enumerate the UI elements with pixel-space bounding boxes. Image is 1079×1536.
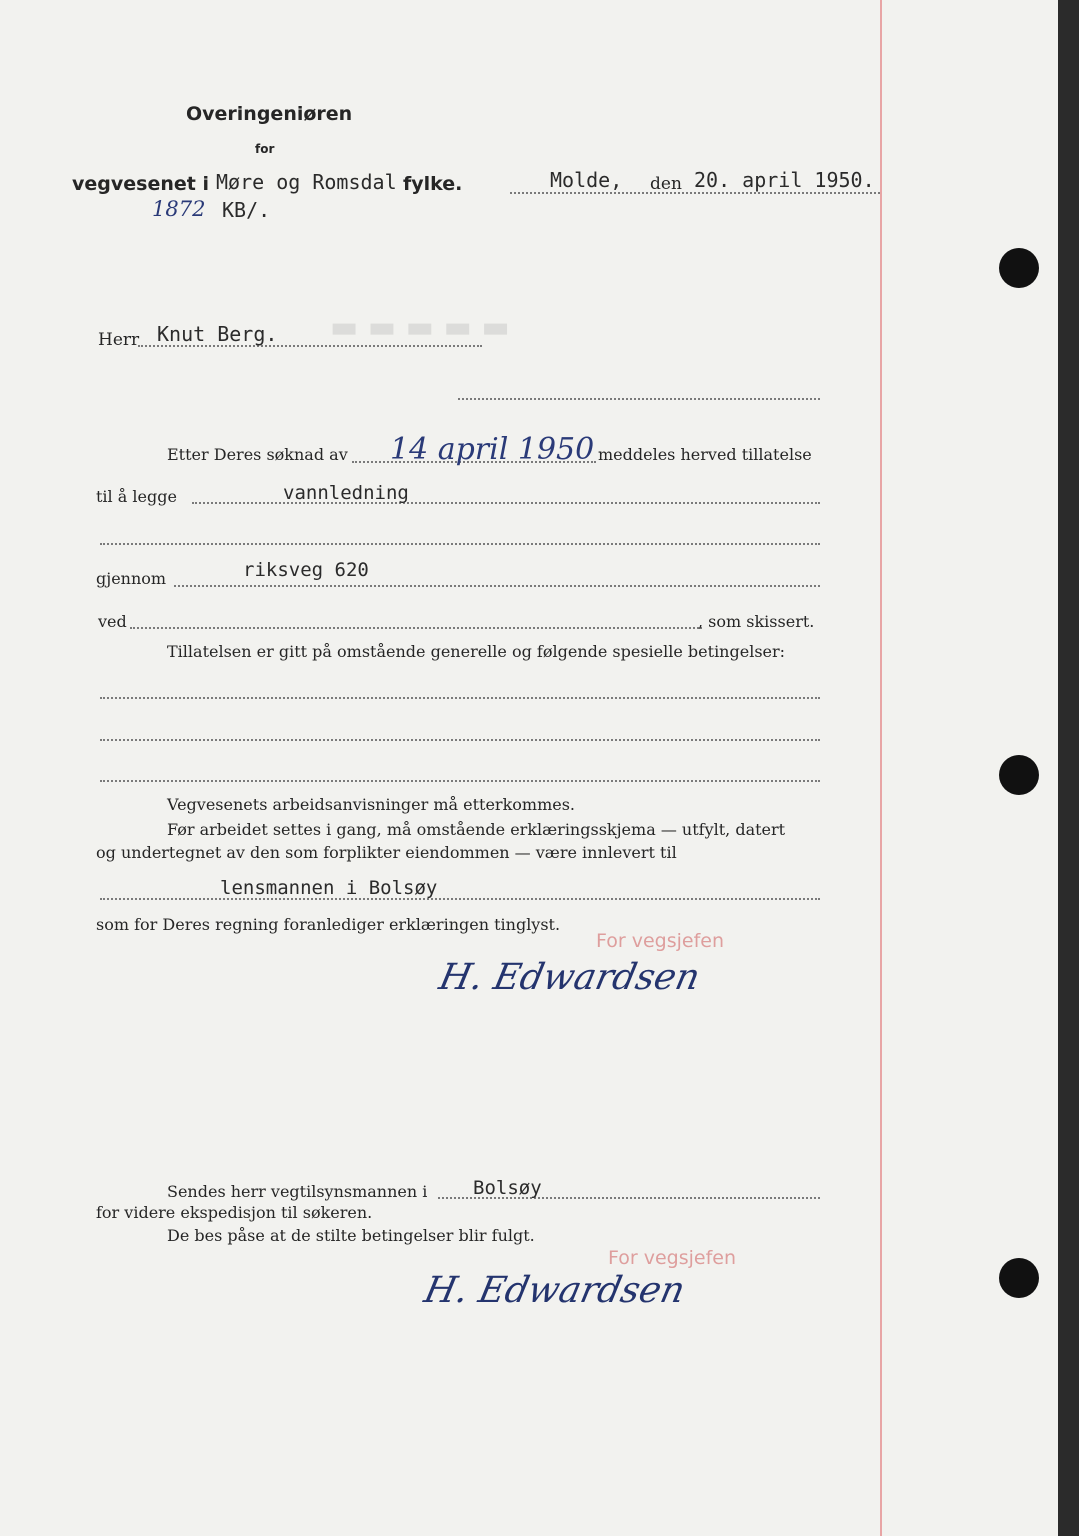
signature-2: H. Edwardsen xyxy=(420,1270,689,1311)
through-dots xyxy=(174,585,820,587)
through-label: gjennom xyxy=(96,569,167,588)
date-prefix: den xyxy=(650,174,682,194)
instructions-2: Før arbeidet settes i gang, må omstående erklæringsskjema — utfylt, datert xyxy=(167,820,786,839)
deliver-dots xyxy=(100,898,820,900)
conditions-dots-3 xyxy=(100,780,820,782)
punch-hole-middle xyxy=(999,755,1039,795)
forward-district: Bolsøy xyxy=(473,1177,542,1199)
lay-value: vannledning xyxy=(283,482,409,504)
conditions: Tillatelsen er gitt på omstående generelle og følgende spesielle betingelser: xyxy=(167,642,786,661)
office-for: for xyxy=(255,142,275,156)
office-title: Overingeniøren xyxy=(186,103,353,125)
place-dots xyxy=(510,192,880,194)
punch-hole-bottom xyxy=(999,1258,1039,1298)
recipient-name: Knut Berg. xyxy=(157,322,278,346)
letter-date: 20. april 1950. xyxy=(694,168,875,192)
through-value: riksveg 620 xyxy=(243,559,369,581)
margin-line xyxy=(880,0,882,1536)
reference: KB/. xyxy=(222,198,271,222)
at-dots xyxy=(130,627,702,629)
recipient-label: Herr xyxy=(98,330,140,350)
paper-edge xyxy=(1058,0,1079,1536)
journal-number: 1872 xyxy=(152,197,206,221)
registration: som for Deres regning foranlediger erklæringen tinglyst. xyxy=(96,915,561,934)
county: Møre og Romsdal xyxy=(216,170,397,194)
conditions-dots-2 xyxy=(100,739,820,741)
forward-line2: for videre ekspedisjon til søkeren. xyxy=(96,1203,373,1222)
forward-line1: Sendes herr vegtilsynsmannen i xyxy=(167,1182,428,1201)
stamp-for-vegsjefen-2: For vegsjefen xyxy=(608,1247,737,1269)
at-label: ved xyxy=(98,612,127,631)
signature-1: H. Edwardsen xyxy=(435,957,704,998)
application-suffix: meddeles herved tillatelse xyxy=(598,445,812,464)
lay-dots-2 xyxy=(100,543,820,545)
punch-hole-top xyxy=(999,248,1039,288)
at-suffix: , som skissert. xyxy=(698,612,815,631)
instructions-1: Vegvesenets arbeidsanvisninger må etterkommes. xyxy=(167,795,576,814)
place: Molde, xyxy=(550,168,623,192)
stamp-for-vegsjefen: For vegsjefen xyxy=(596,930,725,952)
office-line3-prefix: vegvesenet i xyxy=(72,173,209,195)
application-prefix: Etter Deres søknad av xyxy=(167,445,348,464)
office-line3-suffix: fylke. xyxy=(403,173,463,195)
lay-label: til å legge xyxy=(96,487,177,506)
forward-line3: De bes påse at de stilte betingelser blir fulgt. xyxy=(167,1226,535,1245)
bleed-through: ▬ ▬ ▬ ▬ ▬ xyxy=(330,310,510,345)
instructions-3: og undertegnet av den som forplikter eiendommen — være innlevert til xyxy=(96,843,677,862)
recipient-dots-2 xyxy=(458,398,820,400)
application-date: 14 april 1950 xyxy=(390,432,595,467)
conditions-dots-1 xyxy=(100,697,820,699)
deliver-to: lensmannen i Bolsøy xyxy=(220,877,438,899)
